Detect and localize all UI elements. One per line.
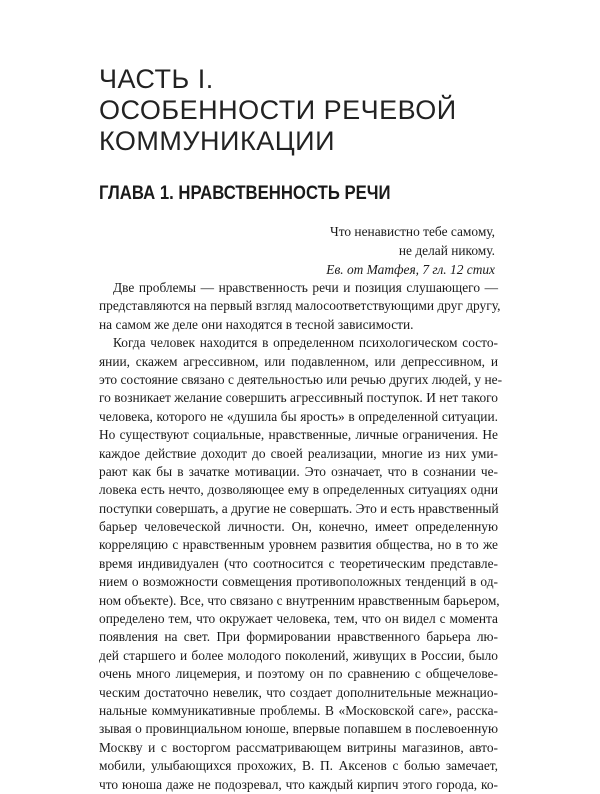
body-line: что юноша даже не подозревал, что каждый кирпич этого города, ко- <box>99 776 498 792</box>
body-line: Когда человек находится в определенном психологическом состо- <box>113 335 498 351</box>
body-line: ном объекте). Все, что связано с внутренним нравственным барьером, <box>99 592 500 608</box>
body-line: Москву и с восторгом рассматривающем витрины магазинов, авто- <box>99 739 498 755</box>
body-line: поступки совершать, а другие не совершать. Это и есть нравственный <box>99 500 499 516</box>
body-line: каждое действие доходит до своей реализации, многие из них уми- <box>99 445 498 461</box>
epigraph-line: Что ненавистно тебе самому, <box>330 224 495 239</box>
body-line: янии, скажем агрессивном, или подавленном, или депрессивном, и <box>99 353 498 369</box>
body-line: ловека есть нечто, дозволяющее ему в определенных ситуациях одни <box>99 482 498 498</box>
body-line: Две проблемы — нравственность речи и позиция слушающего — <box>113 280 498 295</box>
body-line: ческим достаточно невелик, что создает дополнительные межнацио- <box>99 684 498 700</box>
body-line: корреляцию с нравственным уровнем развития общества, но в то же <box>99 537 498 553</box>
body-line: появления на свет. При формировании нравственного барьера лю- <box>99 629 498 645</box>
body-line: человека, которого не «душила бы ярость» в определенной ситуации. <box>99 408 498 424</box>
epigraph-source: Ев. от Матфея, 7 гл. 12 стих <box>326 262 495 278</box>
body-line: определено тем, что окружает человека, тем, что он видел с момента <box>99 611 498 627</box>
body-line: нальные коммуникативные проблемы. В «Московской саге», расска- <box>99 702 498 718</box>
body-line: дей старшего и более молодого поколений, живущих в России, было <box>99 647 498 663</box>
body-line: нием о возможности совмещения противоположных тенденций в од- <box>99 574 498 590</box>
body-line: барьер человеческой личности. Он, конечно, имеет определенную <box>99 519 498 535</box>
body-line: на самом же деле они находятся в тесной зависимости. <box>99 316 414 332</box>
part-title <box>99 64 539 157</box>
body-text <box>99 279 503 794</box>
part-title-line: ЧАСТЬ I. <box>99 64 214 94</box>
body-line: мобили, улыбающихся прохожих, В. П. Аксенов с болью замечает, <box>99 758 498 774</box>
body-line: представляются на первый взгляд малосоответствующими друг другу, <box>99 298 501 314</box>
body-line: это состояние связано с деятельностью или речью других людей, у не- <box>99 371 503 387</box>
body-line: рают как бы в зачатке мотивации. Это означает, что в сознании че- <box>99 463 498 479</box>
body-line: зывая о провинциальном юноше, впервые попавшем в послевоенную <box>99 721 498 737</box>
body-line: го возникает желание совершить агрессивный поступок. И нет такого <box>99 390 498 406</box>
epigraph <box>326 222 495 280</box>
body-line: время индивидуален (что соотносится с теоретическим представле- <box>99 555 498 571</box>
part-title-line: ОСОБЕННОСТИ РЕЧЕВОЙ <box>99 95 457 125</box>
body-line: очень много лицемерия, и поэтому он по сравнению с общечелове- <box>99 666 498 682</box>
epigraph-line: не делай никому. <box>398 243 495 259</box>
part-title-line: КОММУНИКАЦИИ <box>99 126 335 156</box>
chapter-title: ГЛАВА 1. НРАВСТВЕННОСТЬ РЕЧИ <box>99 183 391 204</box>
body-line: Но существуют социальные, нравственные, личные ограничения. Не <box>99 427 498 443</box>
